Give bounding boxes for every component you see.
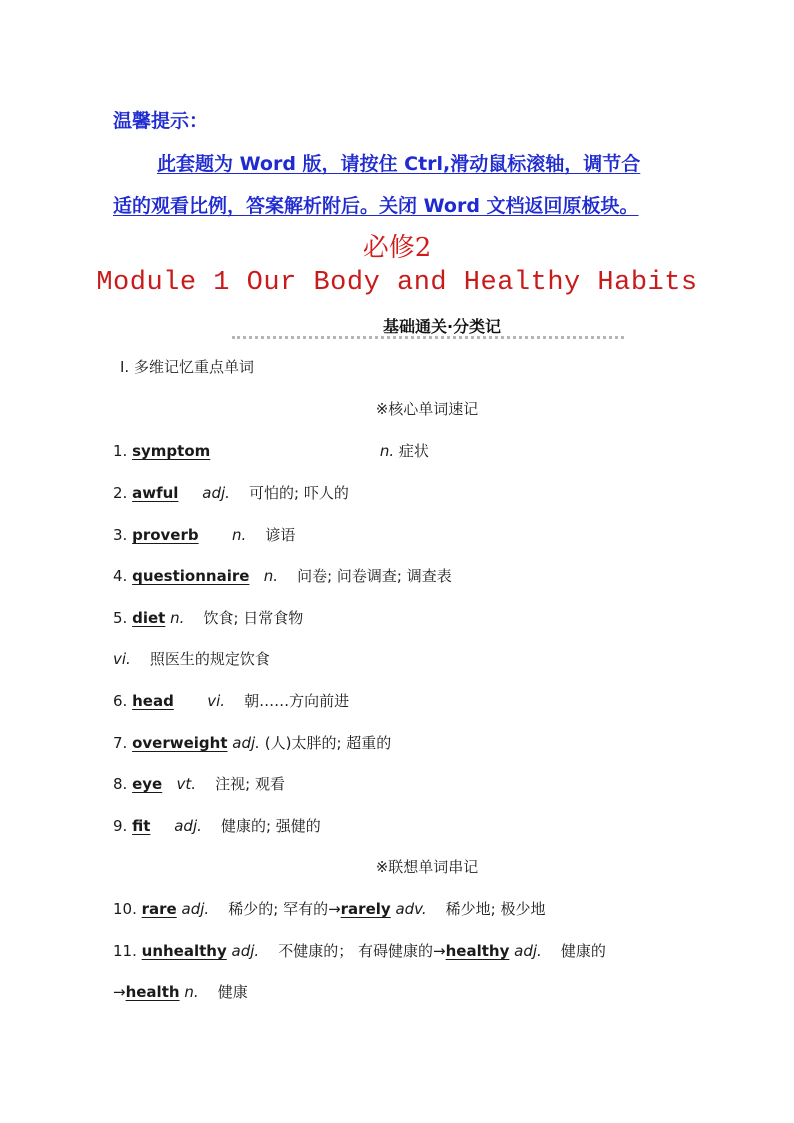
entry-number: 2. [113, 484, 128, 502]
entry-meaning: 问卷; 问卷调查; 调查表 [297, 567, 452, 585]
entry-meaning: 症状 [398, 442, 429, 460]
entry-word: head [132, 692, 174, 710]
entry-meaning: 不健康的； 有碍健康的 [278, 942, 434, 960]
word-entry [113, 773, 285, 794]
entry-derived-meaning: 健康 [217, 983, 248, 1001]
entry-meaning: 谚语 [265, 526, 296, 544]
entry-pos: vi. [207, 692, 226, 710]
entry-meaning: 可怕的; 吓人的 [249, 484, 349, 502]
notice-line-1: 此套题为 Word 版，请按住 Ctrl,滑动鼠标滚轴，调节合 [157, 153, 641, 175]
book-title: 必修2 [362, 233, 432, 263]
part-title: Ⅰ. 多维记忆重点单词 [120, 358, 254, 376]
word-entry [113, 648, 270, 669]
entry-number: 8. [113, 775, 128, 793]
entry-meaning: 稀少的; 罕有的 [228, 900, 329, 918]
entry-number: 10. [113, 900, 137, 918]
arrow-icon: → [113, 983, 126, 1001]
entry-pos: adj. [181, 900, 210, 918]
module-title: Module 1 Our Body and Healthy Habits [96, 268, 698, 298]
entry-word: questionnaire [132, 567, 250, 585]
word-entry [113, 940, 606, 961]
word-entry [113, 815, 321, 836]
arrow-icon: → [433, 942, 446, 960]
entry-number: 5. [113, 609, 128, 627]
entry-derived-word: health [125, 983, 180, 1001]
entry-pos: adj. [174, 817, 202, 835]
word-entry [113, 524, 295, 545]
entry-derived-meaning: 健康的 [560, 942, 606, 960]
entry-pos: vi. [113, 650, 131, 668]
entry-meaning: 朝……方向前进 [244, 692, 350, 710]
word-entry [113, 981, 248, 1002]
word-entry [113, 732, 391, 753]
entry-pos: adj. [232, 734, 260, 752]
word-entry [113, 440, 429, 461]
notice-title: 温馨提示： [113, 110, 209, 132]
entry-number: 11. [113, 942, 137, 960]
entry-word: awful [132, 484, 179, 502]
entry-word: symptom [132, 442, 211, 460]
entry-derived-meaning: 稀少地; 极少地 [445, 900, 546, 918]
entry-word: fit [132, 817, 151, 835]
entry-pos: adj. [202, 484, 230, 502]
word-entry [113, 607, 303, 628]
entry-word: diet [132, 609, 166, 627]
section-heading: 基础通关·分类记 [382, 317, 502, 336]
entry-number: 7. [113, 734, 128, 752]
entry-word: unhealthy [141, 942, 227, 960]
entry-number: 6. [113, 692, 128, 710]
entry-word: proverb [132, 526, 199, 544]
entry-derived-pos: adj. [514, 942, 542, 960]
entry-pos: vt. [176, 775, 197, 793]
association-words-heading: ※联想单词串记 [375, 858, 479, 876]
entry-number: 1. [113, 442, 128, 460]
entry-word: rare [141, 900, 177, 918]
entry-number: 9. [113, 817, 128, 835]
entry-pos: n. [379, 442, 395, 460]
entry-meaning: 注视; 观看 [215, 775, 285, 793]
entry-number: 4. [113, 567, 128, 585]
word-entry [113, 482, 349, 503]
entry-number: 3. [113, 526, 128, 544]
entry-derived-pos: n. [184, 983, 199, 1001]
entry-pos: n. [232, 526, 247, 544]
word-entry [113, 690, 349, 711]
word-entry [113, 898, 546, 919]
entry-meaning: 饮食; 日常食物 [203, 609, 304, 627]
entry-pos: adj. [231, 942, 260, 960]
word-entry [113, 565, 452, 586]
arrow-icon: → [328, 900, 341, 918]
entry-word: eye [132, 775, 163, 793]
entry-meaning: 照医生的规定饮食 [149, 650, 270, 668]
entry-derived-word: healthy [445, 942, 510, 960]
entry-word: overweight [132, 734, 228, 752]
entry-pos: n. [263, 567, 279, 585]
entry-pos: n. [170, 609, 185, 627]
entry-meaning: (人)太胖的; 超重的 [264, 734, 392, 752]
dotted-divider [232, 336, 624, 339]
entry-meaning: 健康的; 强健的 [220, 817, 321, 835]
entry-derived-word: rarely [340, 900, 391, 918]
entry-derived-pos: adv. [395, 900, 427, 918]
core-words-heading: ※核心单词速记 [375, 400, 479, 418]
notice-line-2: 适的观看比例，答案解析附后。关闭 Word 文档返回原板块。 [113, 195, 639, 217]
